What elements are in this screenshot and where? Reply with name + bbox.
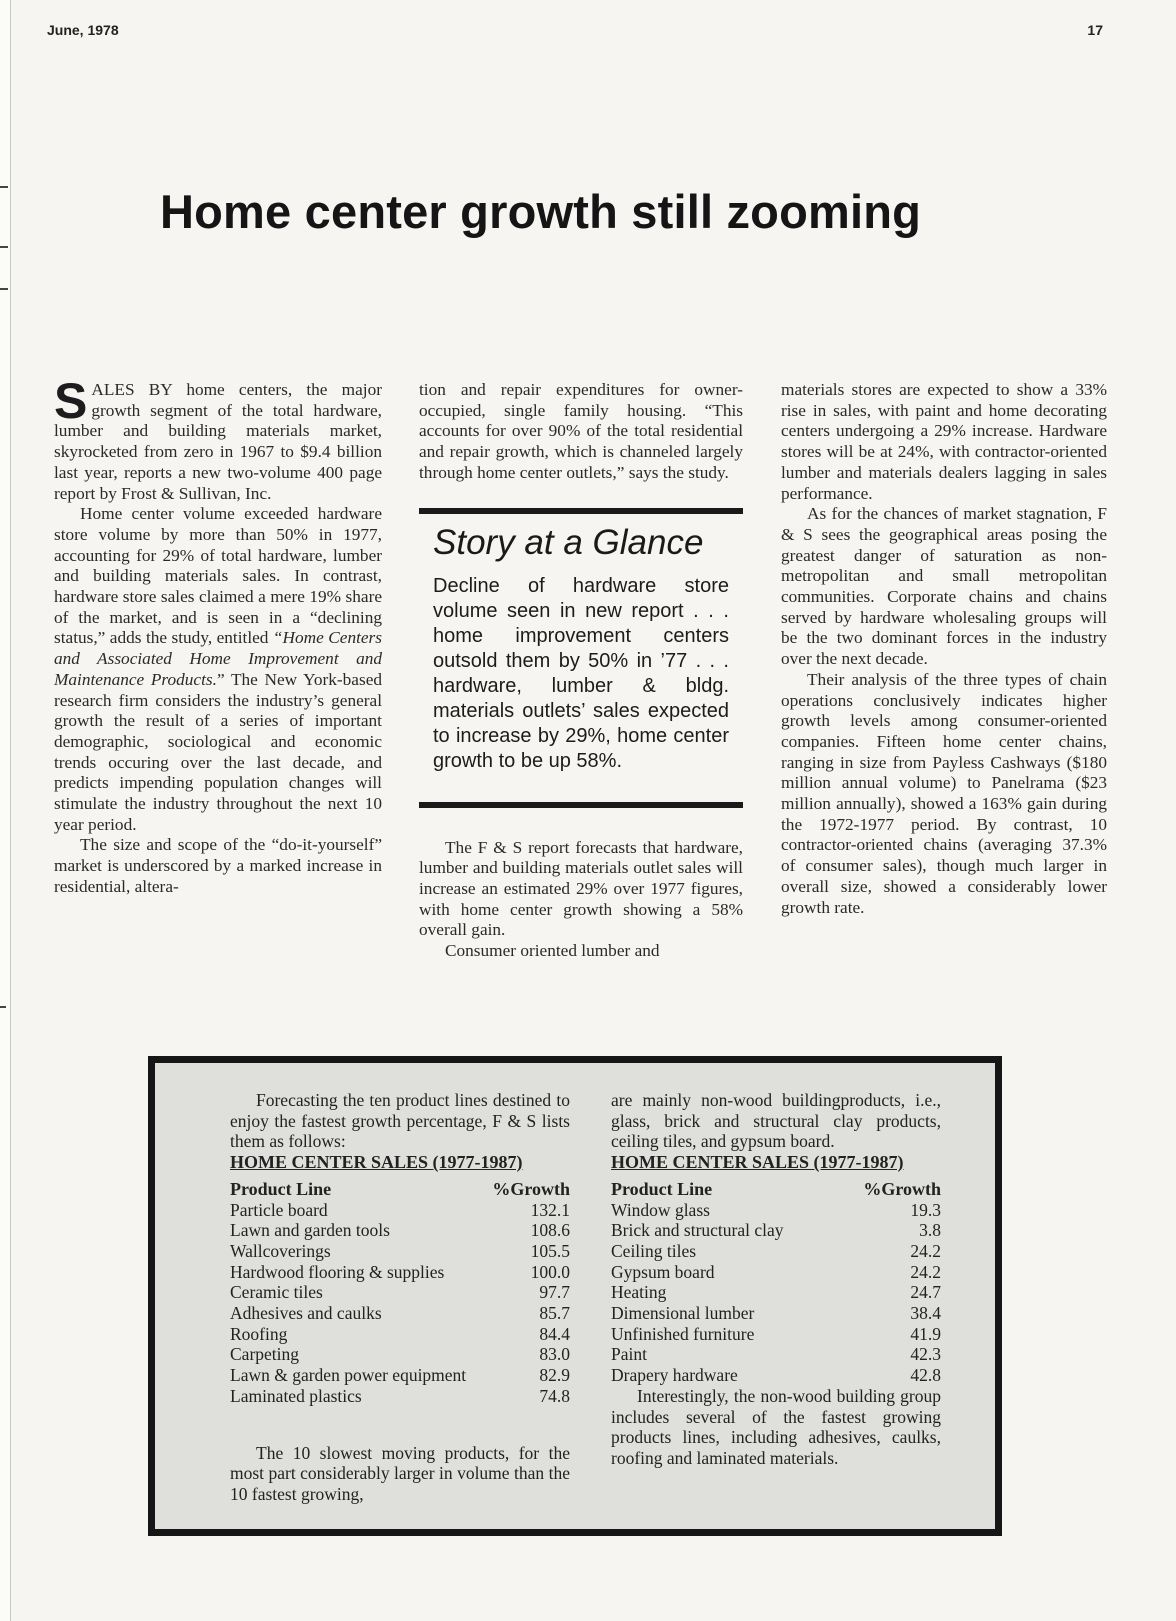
product-line: Ceramic tiles [230, 1282, 323, 1303]
product-line: Carpeting [230, 1344, 300, 1365]
column-header-growth: %Growth [863, 1178, 941, 1199]
growth-value: 97.7 [539, 1282, 570, 1303]
product-line: Wallcoverings [230, 1240, 331, 1261]
article-paragraph: Consumer oriented lumber and [445, 941, 660, 961]
product-line: Heating [611, 1282, 667, 1303]
table-row [230, 1344, 570, 1365]
table-row [611, 1324, 941, 1345]
divider [419, 508, 743, 514]
column-header-growth: %Growth [492, 1178, 570, 1199]
panel-paragraph: The 10 slowest moving products, for the most part considerably larger in volume than the 10 fastest growing, [230, 1442, 570, 1504]
binding-mark [0, 288, 8, 290]
growth-value: 3.8 [919, 1220, 941, 1241]
product-line: Adhesives and caulks [230, 1303, 382, 1324]
growth-value: 38.4 [910, 1303, 941, 1324]
table-row [230, 1262, 570, 1283]
growth-value: 24.2 [910, 1261, 941, 1282]
growth-value: 74.8 [539, 1385, 570, 1406]
table-title: HOME CENTER SALES (1977-1987) [611, 1152, 904, 1173]
growth-value: 108.6 [530, 1220, 570, 1241]
growth-value: 42.8 [910, 1365, 941, 1386]
product-line: Lawn & garden power equipment [230, 1365, 467, 1386]
table-title: HOME CENTER SALES (1977-1987) [230, 1152, 523, 1173]
story-at-a-glance-box [419, 508, 743, 808]
article-paragraph: The F & S report forecasts that hardware, lumber and building materials outlet sales will increase an estimated 29% over 1977 figures, with home center growth showing a 58% overall gain. [419, 837, 743, 940]
page-number: 17 [1087, 22, 1103, 38]
table-row [230, 1324, 570, 1345]
table-row [230, 1282, 570, 1303]
growth-value: 19.3 [910, 1199, 941, 1220]
table-row [230, 1220, 570, 1241]
slowest-growth-table [611, 1200, 941, 1386]
table-row [230, 1386, 570, 1407]
table-row [611, 1262, 941, 1283]
panel-paragraph: are mainly non-wood buildingproducts, i.e., glass, brick and structural clay products, ceiling tiles, and gypsum board. [611, 1090, 941, 1152]
drop-cap: S [54, 373, 88, 429]
table-row [611, 1303, 941, 1324]
page-binding-edge [0, 0, 11, 1621]
table-row [230, 1200, 570, 1221]
column-header-product: Product Line [230, 1178, 332, 1199]
divider [419, 802, 743, 808]
article-column-3 [781, 380, 1107, 918]
table-row [230, 1241, 570, 1262]
panel-column-left [230, 1090, 570, 1505]
product-line: Brick and structural clay [611, 1220, 784, 1241]
panel-column-right [611, 1090, 941, 1469]
growth-value: 24.7 [910, 1282, 941, 1303]
table-row [611, 1344, 941, 1365]
article-paragraph: Home center volume exceeded hardware store volume by more than 50% in 1977, accounting for 29% of total hardware, lumber and building materials sales. In contrast, hardware store sales claimed a mere 19% share of the market, and is seen in a “declining status,” adds the study, entitled “Home Centers and Associated Home Improvement and Maintenance Products.” The New York-based research firm considers the industry’s general growth the result of a series of important demographic, sociological and economic trends occuring over the last decade, and predicts impending population changes will stimulate the industry throughout the next 10 year period. [54, 504, 383, 834]
table-header [230, 1179, 570, 1200]
table-row [230, 1365, 570, 1386]
growth-value: 100.0 [530, 1261, 570, 1282]
issue-date: June, 1978 [47, 22, 119, 38]
article-paragraph: SALES BY home centers, the major growth segment of the total hardware, lumber and building materials market, skyrocketed from zero in 1967 to $9.4 billion last year, reports a new two-volume 400 page report by Frost & Sullivan, Inc. [54, 373, 382, 503]
table-row [611, 1282, 941, 1303]
article-paragraph: tion and repair expenditures for owner-occupied, single family housing. “This accounts for over 90% of the total residential and repair growth, which is channeled largely through home center outlets,” says the study. [419, 380, 743, 482]
article-headline: Home center growth still zooming [160, 185, 922, 238]
growth-value: 24.2 [910, 1240, 941, 1261]
fastest-growth-table [230, 1200, 570, 1407]
table-row [611, 1365, 941, 1386]
product-line: Lawn and garden tools [230, 1220, 390, 1241]
product-line: Drapery hardware [611, 1365, 738, 1386]
article-paragraph: As for the chances of market stagnation, F & S sees the geographical areas posing the greatest danger of saturation as non-metropolitan and small metropolitan communities. Corporate chains and chains served by hardware wholesaling groups will be the two dominant forces in the industry over the next decade. [781, 504, 1107, 669]
table-row [611, 1200, 941, 1221]
report-title: “Home Centers and Associated Home Improvement and Maintenance Products. [54, 628, 383, 689]
product-line: Roofing [230, 1323, 288, 1344]
growth-value: 132.1 [530, 1199, 570, 1220]
product-line: Unfinished furniture [611, 1323, 755, 1344]
growth-value: 83.0 [539, 1344, 570, 1365]
article-column-2 [419, 380, 743, 962]
table-header [611, 1179, 941, 1200]
growth-value: 84.4 [539, 1323, 570, 1344]
panel-intro: Forecasting the ten product lines destined to enjoy the fastest growth percentage, F & S lists them as follows: [230, 1090, 570, 1152]
product-line: Hardwood flooring & supplies [230, 1261, 445, 1282]
growth-value: 82.9 [539, 1365, 570, 1386]
table-row [230, 1303, 570, 1324]
column-header-product: Product Line [611, 1178, 713, 1199]
product-line: Particle board [230, 1199, 328, 1220]
growth-value: 85.7 [539, 1303, 570, 1324]
product-line: Laminated plastics [230, 1385, 362, 1406]
panel-paragraph: Interestingly, the non-wood building group includes several of the fastest growing products lines, including adhesives, caulks, roofing and laminated materials. [611, 1385, 941, 1468]
growth-value: 42.3 [910, 1344, 941, 1365]
table-row [611, 1241, 941, 1262]
product-line: Ceiling tiles [611, 1240, 697, 1261]
article-paragraph: materials stores are expected to show a 33% rise in sales, with paint and home decorating centers undergoing a 29% increase. Hardware stores will be at 24%, with contractor-oriented lumber and materials dealers lagging in sales performance. [781, 380, 1107, 503]
article-paragraph: The size and scope of the “do-it-yourself” market is underscored by a marked increase in residential, altera- [54, 835, 382, 896]
product-line: Paint [611, 1344, 647, 1365]
product-line: Dimensional lumber [611, 1303, 755, 1324]
product-line: Gypsum board [611, 1261, 715, 1282]
binding-mark [0, 186, 8, 188]
product-line: Window glass [611, 1199, 710, 1220]
growth-value: 105.5 [530, 1240, 570, 1261]
binding-mark [0, 1006, 6, 1008]
product-forecast-panel [148, 1056, 1002, 1536]
glance-summary: Decline of hardware store volume seen in new report . . . home improvement centers outsold them by 50% in ’77 . . . hardware, lumber & bldg. materials outlets’ sales expected to increase by 29%, home center growth to be up 58%. [433, 574, 729, 772]
binding-mark [0, 246, 8, 248]
growth-value: 41.9 [910, 1323, 941, 1344]
glance-title: Story at a Glance [433, 522, 704, 562]
article-paragraph: Their analysis of the three types of chain operations conclusively indicates higher growth levels among consumer-oriented companies. Fifteen home center chains, ranging in size from Payless Cashways ($180 million annual volume) to Panelrama ($23 million annually), showed a 163% gain during the 1972-1977 period. By contrast, 10 contractor-oriented chains (averaging 37.3% of consumer sales), though much larger in overall size, showed a considerably lower growth rate. [781, 669, 1107, 917]
article-column-1 [54, 373, 383, 898]
table-row [611, 1220, 941, 1241]
